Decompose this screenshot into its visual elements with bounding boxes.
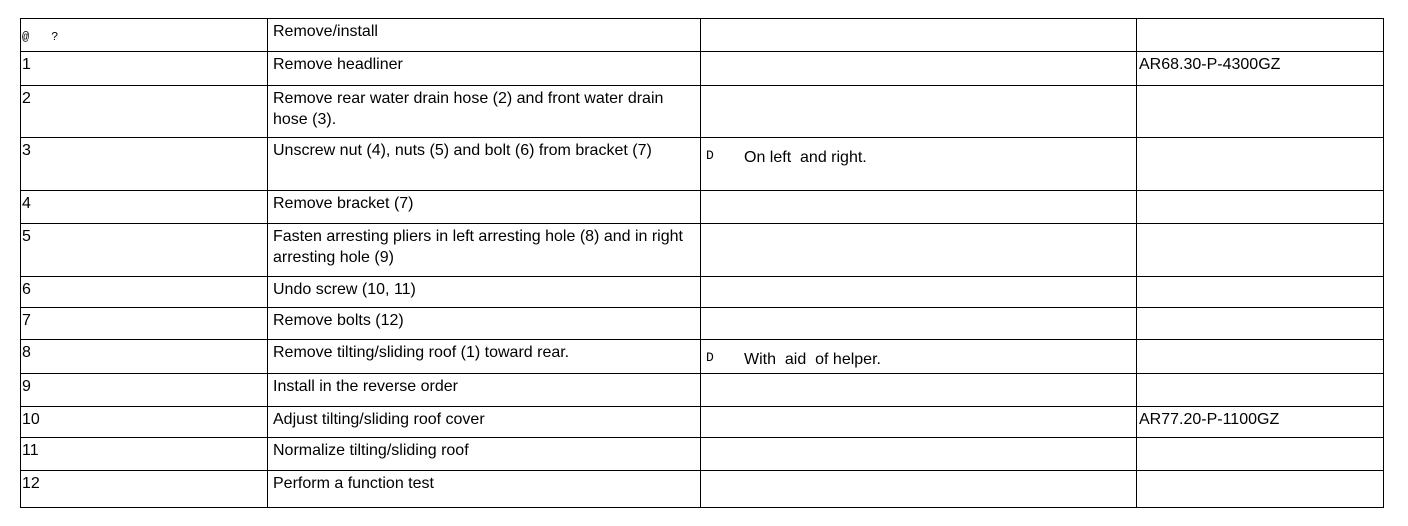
step-reference-link[interactable]: AR77.20-P-1100GZ [1137,407,1384,438]
at-symbol: @ [22,30,30,44]
table-row [21,191,1384,224]
table-row [21,340,1384,374]
step-number: 8 [21,340,268,374]
step-number: 10 [21,407,268,438]
step-reference-link[interactable]: AR68.30-P-4300GZ [1137,52,1384,86]
step-number: 7 [21,308,268,340]
header-note-cell [701,19,1137,52]
step-reference [1137,277,1384,308]
step-action: Normalize tilting/sliding roof [268,438,701,471]
step-number: 6 [21,277,268,308]
step-number: 9 [21,374,268,407]
step-reference [1137,224,1384,277]
table-row [21,308,1384,340]
step-reference [1137,308,1384,340]
table-row [21,407,1384,438]
step-action: Install in the reverse order [268,374,701,407]
table-row [21,277,1384,308]
step-note [701,374,1137,407]
note-marker-icon: D [706,350,714,365]
table-row [21,438,1384,471]
step-action: Remove rear water drain hose (2) and front water drain hose (3). [268,86,701,138]
procedure-table [20,18,1384,508]
step-note [701,471,1137,508]
step-action: Remove headliner [268,52,701,86]
step-reference [1137,438,1384,471]
step-number: 4 [21,191,268,224]
step-action: Remove bracket (7) [268,191,701,224]
step-number: 11 [21,438,268,471]
step-reference [1137,340,1384,374]
header-row [21,19,1384,52]
table-row [21,471,1384,508]
step-note [701,224,1137,277]
step-action: Undo screw (10, 11) [268,277,701,308]
step-number: 12 [21,471,268,508]
question-symbol: ? [51,30,59,44]
header-symbols-cell [21,19,268,52]
step-action: Fasten arresting pliers in left arresting hole (8) and in right arresting hole (9) [268,224,701,277]
header-ref-cell [1137,19,1384,52]
note-text: On left and right. [744,149,867,166]
step-note [701,438,1137,471]
step-number: 2 [21,86,268,138]
step-note [701,86,1137,138]
step-action: Remove bolts (12) [268,308,701,340]
step-number: 1 [21,52,268,86]
table-row [21,52,1384,86]
step-reference [1137,138,1384,191]
table-row [21,138,1384,191]
step-reference [1137,374,1384,407]
step-action: Remove tilting/sliding roof (1) toward rear. [268,340,701,374]
step-note [701,277,1137,308]
table-row [21,86,1384,138]
step-number: 3 [21,138,268,191]
step-action: Adjust tilting/sliding roof cover [268,407,701,438]
step-note [701,138,1137,191]
step-number: 5 [21,224,268,277]
step-note [701,191,1137,224]
table-row [21,374,1384,407]
step-note [701,52,1137,86]
step-reference [1137,86,1384,138]
step-action: Perform a function test [268,471,701,508]
note-text: With aid of helper. [744,351,881,368]
step-reference [1137,191,1384,224]
table-row [21,224,1384,277]
step-note [701,407,1137,438]
step-action: Unscrew nut (4), nuts (5) and bolt (6) from bracket (7) [268,138,701,191]
header-title: Remove/install [268,19,701,52]
step-note [701,308,1137,340]
step-reference [1137,471,1384,508]
step-note [701,340,1137,374]
note-marker-icon: D [706,148,714,163]
